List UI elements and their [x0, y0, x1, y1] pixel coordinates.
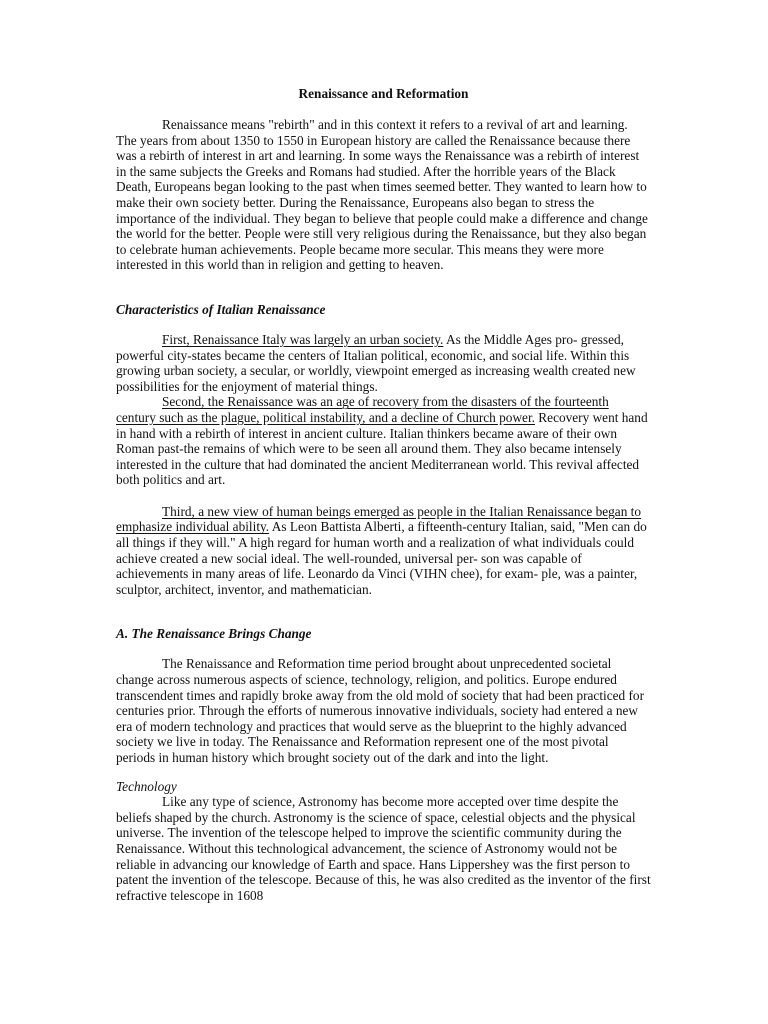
paragraph-text: As the Middle Ages pro- gressed, powerful city-states became the centers of Italian political, economic, and social life. Within this growing urban society, a secular, or worldly, viewpoint emerged as increasing wealth created new possibilities for the enjoyment of material things.: [116, 331, 636, 394]
technology-paragraph: Like any type of science, Astronomy has become more accepted over time despite the beliefs shaped by the church. Astronomy is the science of space, celestial objects and the physical universe. The invention of the telescope helped to improve the scientific community during the Renaissance. Without this technological advancement, the science of Astronomy would not be reliable in advancing our knowledge of Earth and space. Hans Lippershey was the first person to patent the invention of the telescope. Because of this, he was also credited as the inventor of the first refractive telescope in 1608: [116, 794, 651, 903]
intro-paragraph: Renaissance means "rebirth" and in this context it refers to a revival of art and learning. The years from about 1350 to 1550 in European history are called the Renaissance because there was a rebirth of interest in art and learning. In some ways the Renaissance was a rebirth of interest in the same subjects the Greeks and Romans had studied. After the horrible years of the Black Death, Europeans began looking to the past when times seemed better. They wanted to learn how to make their own society better. During the Renaissance, Europeans also began to stress the importance of the individual. They began to believe that people could make a difference and change the world for the better. People were still very religious during the Renaissance, but they also began to celebrate human achievements. People became more secular. This means they were more interested in this world than in religion and getting to heaven.: [116, 117, 648, 273]
document-title: Renaissance and Reformation: [298, 86, 469, 101]
paragraph-gap: [116, 488, 651, 504]
section-heading-characteristics: Characteristics of Italian Renaissance: [116, 301, 326, 317]
subheading-technology: Technology: [116, 778, 177, 794]
underlined-sentence: Second, the Renaissance was an age of recovery from the disasters of the fourteenth century such as the plague, political instability, and a decline of Church power.: [116, 394, 609, 425]
paragraph-text: Recovery went hand in hand with a rebirth of interest in ancient culture. Italian thinkers became aware of their own Roman past-the remains of which were to be seen all around them. They also became intensely interested in the culture that had dominated the ancient Mediterranean world. This revival affected both politics and art.: [116, 409, 648, 488]
underlined-sentence: First, Renaissance Italy was largely an urban society.: [162, 331, 444, 347]
characteristics-paragraph-3: [116, 504, 651, 598]
change-paragraph: The Renaissance and Reformation time period brought about unprecedented societal change across numerous aspects of science, technology, religion, and politics. Europe endured transcendent times and rapidly broke away from the old mold of society that had been practiced for centuries prior. Through the efforts of numerous innovative individuals, society had entered a new era of modern technology and practices that would serve as the blueprint to the highly advanced society we live in today. The Renaissance and Reformation represent one of the most pivotal periods in human history which brought society out of the dark and into the light.: [116, 656, 644, 765]
document-page: [116, 86, 651, 903]
paragraph-text: As Leon Battista Alberti, a fifteenth-century Italian, said, "Men can do all things if they will." A high regard for human worth and a realization of what individuals could achieve created a new social ideal. The well-rounded, universal per- son was capable of achievements in many areas of life. Leonardo da Vinci (VIHN chee), for exam- ple, was a painter, sculptor, architect, inventor, and mathematician.: [116, 519, 647, 597]
underlined-sentence: Third, a new view of human beings emerged as people in the Italian Renaissance began to emphasize individual ability.: [116, 503, 642, 535]
characteristics-paragraph-1: [116, 332, 651, 394]
section-heading-renaissance-change: A. The Renaissance Brings Change: [116, 626, 312, 642]
characteristics-paragraph-2: [116, 394, 651, 488]
